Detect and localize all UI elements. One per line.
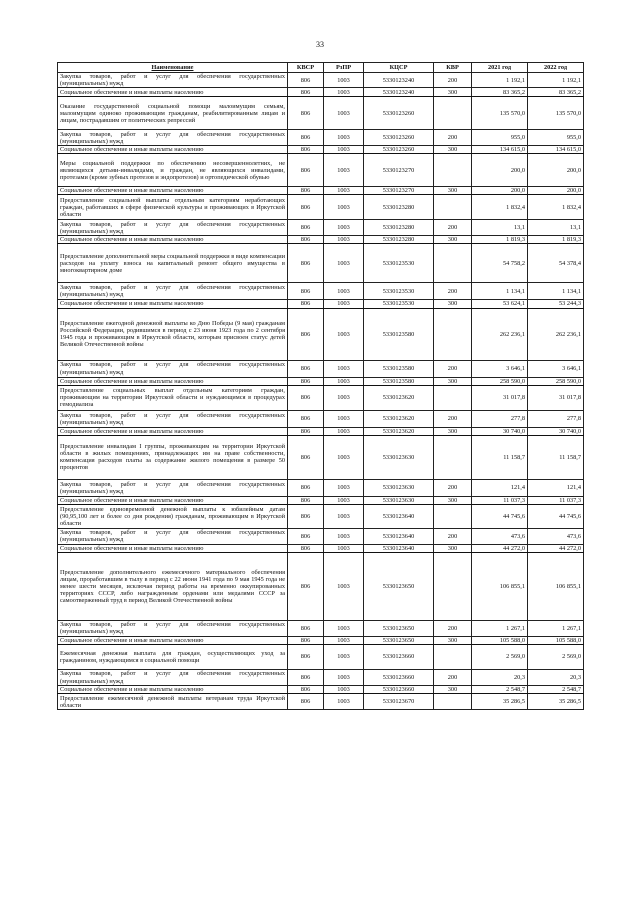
row-value-2022: 31 017,8	[528, 385, 584, 410]
row-kvsr: 806	[288, 300, 324, 308]
row-kvsr: 806	[288, 97, 324, 130]
column-header-kcsr: КЦСР	[364, 63, 434, 73]
row-value-2021: 2 548,7	[472, 686, 528, 694]
row-value-2021: 134 615,0	[472, 146, 528, 154]
row-value-2022: 11 037,3	[528, 496, 584, 504]
row-rzpr: 1003	[324, 670, 364, 686]
row-kcsr: 5330123640	[364, 504, 434, 528]
row-value-2022: 262 236,1	[528, 308, 584, 360]
row-kvsr: 806	[288, 645, 324, 670]
row-kcsr: 5330123530	[364, 283, 434, 300]
row-value-2022: 135 570,0	[528, 97, 584, 130]
row-value-2021: 31 017,8	[472, 385, 528, 410]
row-value-2021: 105 588,0	[472, 636, 528, 644]
table-row	[58, 544, 584, 552]
row-value-2021: 121,4	[472, 479, 528, 496]
row-rzpr: 1003	[324, 300, 364, 308]
row-rzpr: 1003	[324, 427, 364, 435]
table-row	[58, 410, 584, 427]
table-row	[58, 694, 584, 710]
budget-table	[57, 62, 584, 710]
table-row	[58, 244, 584, 283]
row-value-2022: 30 740,0	[528, 427, 584, 435]
row-name: Закупка товаров, работ и услуг для обеспечения государственных (муниципальных) нужд	[58, 410, 288, 427]
row-value-2021: 11 037,3	[472, 496, 528, 504]
row-kvr	[434, 552, 472, 620]
table-row	[58, 236, 584, 244]
row-name: Предоставление единовременной денежной выплаты к юбилейным датам (90,95,100 лет и более со дня рождения) гражданам, проживающим в Иркутской области	[58, 504, 288, 528]
row-kvr	[434, 97, 472, 130]
row-kcsr: 5330123280	[364, 195, 434, 220]
row-kvsr: 806	[288, 670, 324, 686]
row-value-2021: 1 819,3	[472, 236, 528, 244]
row-kcsr: 5330123650	[364, 620, 434, 636]
row-value-2022: 11 158,7	[528, 435, 584, 479]
row-rzpr: 1003	[324, 410, 364, 427]
row-kvsr: 806	[288, 694, 324, 710]
row-name: Закупка товаров, работ и услуг для обеспечения государственных (муниципальных) нужд	[58, 360, 288, 377]
row-kvsr: 806	[288, 283, 324, 300]
row-value-2021: 20,3	[472, 670, 528, 686]
row-rzpr: 1003	[324, 552, 364, 620]
column-header-kvr: КВР	[434, 63, 472, 73]
page-number: 33	[316, 40, 324, 49]
row-kcsr: 5330123530	[364, 244, 434, 283]
row-value-2022: 53 244,3	[528, 300, 584, 308]
row-rzpr: 1003	[324, 308, 364, 360]
row-kvsr: 806	[288, 620, 324, 636]
row-name: Закупка товаров, работ и услуг для обеспечения государственных (муниципальных) нужд	[58, 73, 288, 88]
row-value-2022: 277,8	[528, 410, 584, 427]
row-kvr	[434, 385, 472, 410]
row-value-2022: 955,0	[528, 130, 584, 146]
row-value-2022: 83 365,2	[528, 88, 584, 97]
row-kvr: 200	[434, 410, 472, 427]
row-rzpr: 1003	[324, 528, 364, 544]
row-value-2022: 106 855,1	[528, 552, 584, 620]
row-value-2021: 277,8	[472, 410, 528, 427]
row-name: Закупка товаров, работ и услуг для обеспечения государственных (муниципальных) нужд	[58, 130, 288, 146]
row-value-2021: 1 134,1	[472, 283, 528, 300]
row-kcsr: 5330123660	[364, 670, 434, 686]
row-kvr	[434, 154, 472, 187]
row-kcsr: 5330123630	[364, 496, 434, 504]
table-row	[58, 620, 584, 636]
row-value-2022: 200,0	[528, 154, 584, 187]
row-value-2022: 105 588,0	[528, 636, 584, 644]
row-value-2021: 258 590,0	[472, 377, 528, 385]
row-kcsr: 5330123640	[364, 528, 434, 544]
column-header-2022: 2022 год	[528, 63, 584, 73]
row-name: Предоставление социальной выплаты отдельным категориям неработающих граждан, работавших в сфере физической культуры и проживающих в Иркутской области	[58, 195, 288, 220]
row-kvr: 300	[434, 187, 472, 195]
table-row	[58, 130, 584, 146]
table-row	[58, 528, 584, 544]
row-value-2021: 1 267,1	[472, 620, 528, 636]
row-value-2022: 473,6	[528, 528, 584, 544]
row-kvr: 300	[434, 377, 472, 385]
row-value-2022: 1 192,1	[528, 73, 584, 88]
row-kcsr: 5330123240	[364, 73, 434, 88]
row-kcsr: 5330123670	[364, 694, 434, 710]
row-kvr: 300	[434, 300, 472, 308]
row-rzpr: 1003	[324, 244, 364, 283]
row-rzpr: 1003	[324, 220, 364, 236]
row-rzpr: 1003	[324, 496, 364, 504]
row-name: Социальное обеспечение и иные выплаты населению	[58, 187, 288, 195]
row-kcsr: 5330123280	[364, 236, 434, 244]
table-row	[58, 496, 584, 504]
row-kvr: 300	[434, 636, 472, 644]
row-value-2021: 11 158,7	[472, 435, 528, 479]
row-rzpr: 1003	[324, 504, 364, 528]
row-rzpr: 1003	[324, 283, 364, 300]
row-kvr: 200	[434, 670, 472, 686]
table-row	[58, 154, 584, 187]
column-header-rzpr: РзПР	[324, 63, 364, 73]
row-kcsr: 5330123650	[364, 552, 434, 620]
table-row	[58, 427, 584, 435]
row-kvr: 200	[434, 283, 472, 300]
row-name: Ежемесячная денежная выплата для граждан, осуществляющих уход за гражданином, нуждающимся в социальной помощи	[58, 645, 288, 670]
row-value-2021: 135 570,0	[472, 97, 528, 130]
row-kvr	[434, 694, 472, 710]
table-row	[58, 385, 584, 410]
row-name: Социальное обеспечение и иные выплаты населению	[58, 427, 288, 435]
row-rzpr: 1003	[324, 544, 364, 552]
row-kcsr: 5330123240	[364, 88, 434, 97]
table-row	[58, 479, 584, 496]
row-kcsr: 5330123640	[364, 544, 434, 552]
row-rzpr: 1003	[324, 97, 364, 130]
row-name: Социальное обеспечение и иные выплаты населению	[58, 686, 288, 694]
row-value-2021: 200,0	[472, 154, 528, 187]
row-kvsr: 806	[288, 427, 324, 435]
row-kvr: 300	[434, 427, 472, 435]
row-name: Предоставление ежегодной денежной выплаты ко Дню Победы (9 мая) гражданам Российской Федерации, родившимся в период с 23 июня 1923 года по 2 сентября 1945 года и проживающим в Иркутской области, которым присвоен статус детей Великой Отечественной войны	[58, 308, 288, 360]
row-kvr: 200	[434, 528, 472, 544]
row-kvsr: 806	[288, 479, 324, 496]
row-name: Закупка товаров, работ и услуг для обеспечения государственных (муниципальных) нужд	[58, 670, 288, 686]
row-kcsr: 5330123270	[364, 154, 434, 187]
row-name: Социальное обеспечение и иные выплаты населению	[58, 88, 288, 97]
row-name: Социальное обеспечение и иные выплаты населению	[58, 377, 288, 385]
row-value-2021: 262 236,1	[472, 308, 528, 360]
table-row	[58, 300, 584, 308]
row-name: Предоставление инвалидам I группы, проживающим на территории Иркутской области в жилых помещениях, принадлежащих им на праве собственности, компенсация расходов платы за содержание жилого помещения в размере 50 процентов	[58, 435, 288, 479]
row-value-2022: 13,1	[528, 220, 584, 236]
row-rzpr: 1003	[324, 236, 364, 244]
row-name: Меры социальной поддержки по обеспечению несовершеннолетних, не являющихся детьми-инвалидами, и граждан, не являющихся инвалидами, протезами (кроме зубных протезов и эндопротезов) и ортопедической обувью	[58, 154, 288, 187]
row-kcsr: 5330123630	[364, 435, 434, 479]
row-kvsr: 806	[288, 244, 324, 283]
row-kcsr: 5330123280	[364, 220, 434, 236]
row-rzpr: 1003	[324, 130, 364, 146]
row-kcsr: 5330123660	[364, 645, 434, 670]
row-kvsr: 806	[288, 686, 324, 694]
row-name: Закупка товаров, работ и услуг для обеспечения государственных (муниципальных) нужд	[58, 528, 288, 544]
row-kcsr: 5330123580	[364, 360, 434, 377]
row-kvsr: 806	[288, 496, 324, 504]
row-value-2022: 121,4	[528, 479, 584, 496]
row-kvr: 200	[434, 360, 472, 377]
row-rzpr: 1003	[324, 686, 364, 694]
table-row	[58, 645, 584, 670]
row-value-2022: 2 569,0	[528, 645, 584, 670]
row-kvr	[434, 435, 472, 479]
row-rzpr: 1003	[324, 154, 364, 187]
table-row	[58, 435, 584, 479]
row-name: Социальное обеспечение и иные выплаты населению	[58, 496, 288, 504]
row-rzpr: 1003	[324, 360, 364, 377]
table-row	[58, 670, 584, 686]
row-kvsr: 806	[288, 552, 324, 620]
row-rzpr: 1003	[324, 385, 364, 410]
row-value-2021: 106 855,1	[472, 552, 528, 620]
row-kvr: 300	[434, 236, 472, 244]
row-value-2021: 44 272,0	[472, 544, 528, 552]
table-row	[58, 146, 584, 154]
row-rzpr: 1003	[324, 88, 364, 97]
row-kvr: 300	[434, 496, 472, 504]
row-kvsr: 806	[288, 360, 324, 377]
row-kvsr: 806	[288, 377, 324, 385]
row-kvr: 200	[434, 220, 472, 236]
row-value-2021: 2 569,0	[472, 645, 528, 670]
row-rzpr: 1003	[324, 479, 364, 496]
row-kvsr: 806	[288, 385, 324, 410]
table-row	[58, 220, 584, 236]
row-value-2022: 2 548,7	[528, 686, 584, 694]
row-kvsr: 806	[288, 146, 324, 154]
row-kvsr: 806	[288, 88, 324, 97]
table-row	[58, 377, 584, 385]
table-row	[58, 283, 584, 300]
row-rzpr: 1003	[324, 435, 364, 479]
row-kvsr: 806	[288, 195, 324, 220]
row-kvsr: 806	[288, 187, 324, 195]
row-kvr: 200	[434, 130, 472, 146]
row-name: Предоставление ежемесячной денежной выплаты ветеранам труда Иркутской области	[58, 694, 288, 710]
table-row	[58, 308, 584, 360]
table-header-row	[58, 63, 584, 73]
row-value-2021: 44 745,6	[472, 504, 528, 528]
row-rzpr: 1003	[324, 377, 364, 385]
table-row	[58, 504, 584, 528]
column-header-name: Наименование	[58, 63, 288, 73]
row-kvsr: 806	[288, 435, 324, 479]
row-kcsr: 5330123580	[364, 308, 434, 360]
table-row	[58, 97, 584, 130]
row-name: Закупка товаров, работ и услуг для обеспечения государственных (муниципальных) нужд	[58, 220, 288, 236]
row-kvr: 200	[434, 620, 472, 636]
row-kvr	[434, 244, 472, 283]
table-row	[58, 360, 584, 377]
row-value-2022: 200,0	[528, 187, 584, 195]
row-name: Оказание государственной социальной помощи малоимущим семьям, малоимущим одиноко проживающим гражданам, реабилитированным лицам и лицам, пострадавшим от политических репрессий	[58, 97, 288, 130]
row-kvsr: 806	[288, 220, 324, 236]
row-value-2021: 3 646,1	[472, 360, 528, 377]
row-name: Закупка товаров, работ и услуг для обеспечения государственных (муниципальных) нужд	[58, 283, 288, 300]
row-value-2022: 3 646,1	[528, 360, 584, 377]
row-value-2022: 1 832,4	[528, 195, 584, 220]
row-kvr	[434, 645, 472, 670]
row-kvr	[434, 195, 472, 220]
row-name: Закупка товаров, работ и услуг для обеспечения государственных (муниципальных) нужд	[58, 479, 288, 496]
row-kcsr: 5330123270	[364, 187, 434, 195]
row-value-2022: 20,3	[528, 670, 584, 686]
row-rzpr: 1003	[324, 195, 364, 220]
row-name: Предоставление социальных выплат отдельным категориям граждан, проживающим на территории Иркутской области и нуждающимся в процедурах гемодиализа	[58, 385, 288, 410]
row-value-2021: 35 286,5	[472, 694, 528, 710]
row-value-2021: 1 832,4	[472, 195, 528, 220]
row-kvsr: 806	[288, 504, 324, 528]
row-kcsr: 5330123630	[364, 479, 434, 496]
row-kvsr: 806	[288, 636, 324, 644]
row-value-2022: 134 615,0	[528, 146, 584, 154]
row-name: Социальное обеспечение и иные выплаты населению	[58, 146, 288, 154]
row-value-2021: 30 740,0	[472, 427, 528, 435]
table-row	[58, 187, 584, 195]
row-name: Закупка товаров, работ и услуг для обеспечения государственных (муниципальных) нужд	[58, 620, 288, 636]
row-kcsr: 5330123260	[364, 130, 434, 146]
row-kvsr: 806	[288, 528, 324, 544]
row-kvr	[434, 308, 472, 360]
column-header-kvsr: КВСР	[288, 63, 324, 73]
row-value-2022: 44 272,0	[528, 544, 584, 552]
row-kvr	[434, 504, 472, 528]
row-name: Социальное обеспечение и иные выплаты населению	[58, 636, 288, 644]
row-value-2021: 473,6	[472, 528, 528, 544]
row-value-2021: 955,0	[472, 130, 528, 146]
row-kvr: 300	[434, 88, 472, 97]
row-rzpr: 1003	[324, 146, 364, 154]
row-value-2021: 53 624,1	[472, 300, 528, 308]
row-rzpr: 1003	[324, 73, 364, 88]
row-value-2022: 258 590,0	[528, 377, 584, 385]
row-rzpr: 1003	[324, 645, 364, 670]
row-value-2021: 54 758,2	[472, 244, 528, 283]
table-row	[58, 73, 584, 88]
row-name: Предоставление дополнительной меры социальной поддержки в виде компенсации расходов на уплату взноса на капитальный ремонт общего имущества в многоквартирном доме	[58, 244, 288, 283]
row-kvsr: 806	[288, 544, 324, 552]
row-kcsr: 5330123620	[364, 410, 434, 427]
row-kvsr: 806	[288, 73, 324, 88]
row-kvr: 300	[434, 146, 472, 154]
row-name: Социальное обеспечение и иные выплаты населению	[58, 236, 288, 244]
row-value-2021: 1 192,1	[472, 73, 528, 88]
row-rzpr: 1003	[324, 694, 364, 710]
table-row	[58, 552, 584, 620]
row-kcsr: 5330123260	[364, 97, 434, 130]
row-value-2022: 1 819,3	[528, 236, 584, 244]
row-rzpr: 1003	[324, 636, 364, 644]
row-rzpr: 1003	[324, 187, 364, 195]
column-header-2021: 2021 год	[472, 63, 528, 73]
table-row	[58, 686, 584, 694]
row-kcsr: 5330123530	[364, 300, 434, 308]
row-kvr: 200	[434, 73, 472, 88]
row-kcsr: 5330123650	[364, 636, 434, 644]
row-value-2021: 200,0	[472, 187, 528, 195]
row-kvr: 300	[434, 686, 472, 694]
table-row	[58, 88, 584, 97]
row-kcsr: 5330123660	[364, 686, 434, 694]
row-kcsr: 5330123620	[364, 385, 434, 410]
row-name: Социальное обеспечение и иные выплаты населению	[58, 300, 288, 308]
row-kvsr: 806	[288, 236, 324, 244]
row-kcsr: 5330123580	[364, 377, 434, 385]
row-kvsr: 806	[288, 154, 324, 187]
table-row	[58, 195, 584, 220]
row-kvr: 300	[434, 544, 472, 552]
row-value-2022: 44 745,6	[528, 504, 584, 528]
row-kvr: 200	[434, 479, 472, 496]
row-rzpr: 1003	[324, 620, 364, 636]
row-value-2021: 13,1	[472, 220, 528, 236]
table-row	[58, 636, 584, 644]
row-value-2022: 1 134,1	[528, 283, 584, 300]
row-value-2022: 35 286,5	[528, 694, 584, 710]
row-value-2022: 1 267,1	[528, 620, 584, 636]
row-kvsr: 806	[288, 130, 324, 146]
row-name: Социальное обеспечение и иные выплаты населению	[58, 544, 288, 552]
row-kcsr: 5330123620	[364, 427, 434, 435]
row-kvsr: 806	[288, 308, 324, 360]
row-kcsr: 5330123260	[364, 146, 434, 154]
row-value-2021: 83 365,2	[472, 88, 528, 97]
row-name: Предоставление дополнительного ежемесячного материального обеспечения лицам, проработавшим в тылу в период с 22 июня 1941 года по 9 мая 1945 года не менее шести месяцев, исключая период работы на временно оккупированных территориях СССР, либо награжденным орденами или медалями СССР за самоотверженный труд в период Великой Отечественной войны	[58, 552, 288, 620]
row-value-2022: 54 378,4	[528, 244, 584, 283]
row-kvsr: 806	[288, 410, 324, 427]
